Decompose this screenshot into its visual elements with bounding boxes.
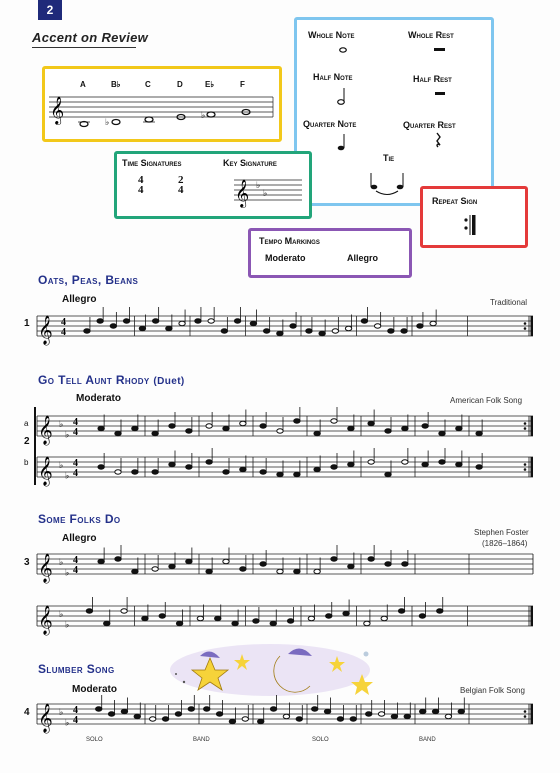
tempo-marking: Moderato xyxy=(76,393,121,404)
section-title-underline xyxy=(32,47,136,48)
duet-brace xyxy=(34,407,36,485)
repeat-sign-label: Repeat Sign xyxy=(432,196,478,206)
composer-credit: Stephen Foster xyxy=(474,528,529,537)
key-signature-label: Key Signature xyxy=(223,158,277,168)
line-number: 3 xyxy=(24,557,30,568)
half-rest-label: Half Rest xyxy=(413,74,452,84)
key-signature-staff xyxy=(234,174,304,208)
repeat-sign-box xyxy=(420,186,528,248)
svg-text:♭: ♭ xyxy=(65,567,70,578)
svg-text:4: 4 xyxy=(61,317,66,328)
section-title: Accent on Review xyxy=(32,30,149,45)
page-number: 2 xyxy=(38,0,62,20)
svg-text:𝄞: 𝄞 xyxy=(38,315,53,344)
svg-text:♭: ♭ xyxy=(65,619,70,630)
tempo-moderato: Moderato xyxy=(265,253,306,263)
svg-text:♭: ♭ xyxy=(65,429,70,440)
composer-credit: Traditional xyxy=(490,298,528,307)
note-letter-c: C xyxy=(145,80,151,89)
svg-text:♭: ♭ xyxy=(65,717,70,728)
time-signature-4-4: 4 4 xyxy=(138,174,144,196)
line-number: 2 xyxy=(24,436,30,447)
tempo-markings-box xyxy=(248,228,412,278)
song-title-some-folks-do: Some Folks Do xyxy=(38,512,121,526)
half-note-label: Half Note xyxy=(313,72,353,82)
note-types-box xyxy=(294,17,494,206)
tempo-marking: Allegro xyxy=(62,294,97,305)
composer-credit: Belgian Folk Song xyxy=(460,686,525,695)
svg-text:4: 4 xyxy=(73,705,78,716)
whole-rest-label: Whole Rest xyxy=(408,30,454,40)
svg-text:♭: ♭ xyxy=(59,419,64,429)
composer-dates: (1826–1864) xyxy=(482,539,528,548)
svg-text:4: 4 xyxy=(73,417,78,428)
note-letter-d: D xyxy=(177,80,183,89)
music-staff-duet-a xyxy=(37,406,533,450)
note-letter-e-flat: E♭ xyxy=(205,80,215,89)
notes-review-staff xyxy=(49,91,275,131)
solo-label: SOLO xyxy=(86,737,103,743)
band-label: BAND xyxy=(193,737,210,743)
svg-text:4: 4 xyxy=(73,715,78,726)
svg-text:♭: ♭ xyxy=(59,460,64,470)
svg-text:𝄞: 𝄞 xyxy=(38,553,53,582)
svg-text:4: 4 xyxy=(61,327,66,338)
svg-text:𝄞: 𝄞 xyxy=(38,456,53,485)
notes-review-box xyxy=(42,66,282,142)
time-signature-2-4: 2 4 xyxy=(178,174,184,196)
part-label-a: a xyxy=(24,419,29,428)
music-staff-line-3b xyxy=(37,596,533,640)
signatures-box xyxy=(114,151,312,219)
band-label: BAND xyxy=(419,737,436,743)
svg-text:𝄞: 𝄞 xyxy=(50,96,65,124)
note-type-symbols xyxy=(297,20,491,203)
composer-credit: American Folk Song xyxy=(450,396,523,405)
note-letter-b-flat: B♭ xyxy=(111,80,121,89)
tempo-markings-label: Tempo Markings xyxy=(259,236,320,246)
tempo-marking: Allegro xyxy=(62,533,97,544)
svg-text:𝄞: 𝄞 xyxy=(38,605,53,634)
song-title-slumber-song: Slumber Song xyxy=(38,662,115,676)
svg-text:♭: ♭ xyxy=(263,188,268,198)
svg-text:♭: ♭ xyxy=(59,557,64,567)
svg-text:♭: ♭ xyxy=(59,707,64,717)
svg-text:♭: ♭ xyxy=(105,117,110,127)
svg-text:♭: ♭ xyxy=(65,470,70,481)
moon-and-stars-illustration xyxy=(170,640,380,700)
svg-text:4: 4 xyxy=(73,458,78,469)
svg-text:𝄞: 𝄞 xyxy=(38,415,53,444)
music-staff-line-3a xyxy=(37,544,533,588)
svg-text:4: 4 xyxy=(73,565,78,576)
part-label-b: b xyxy=(24,458,29,467)
svg-text:4: 4 xyxy=(73,555,78,566)
tempo-allegro: Allegro xyxy=(347,253,379,263)
svg-text:4: 4 xyxy=(73,427,78,438)
whole-note-label: Whole Note xyxy=(308,30,355,40)
note-letter-f: F xyxy=(240,80,245,89)
svg-text:♭: ♭ xyxy=(256,180,261,190)
svg-text:𝄞: 𝄞 xyxy=(235,179,250,207)
line-number: 1 xyxy=(24,318,30,329)
music-staff-line-4 xyxy=(37,694,533,738)
song-title-oats-peas-beans: Oats, Peas, Beans xyxy=(38,273,139,287)
time-signatures-label: Time Signatures xyxy=(122,158,182,168)
tempo-marking: Moderato xyxy=(72,684,117,695)
svg-text:♭: ♭ xyxy=(59,609,64,619)
music-staff-duet-b xyxy=(37,447,533,491)
repeat-sign-icon xyxy=(463,213,483,237)
solo-label: SOLO xyxy=(312,737,329,743)
line-number: 4 xyxy=(24,707,30,718)
music-staff-line-1 xyxy=(37,306,533,350)
svg-text:𝄞: 𝄞 xyxy=(38,703,53,732)
svg-text:♭: ♭ xyxy=(201,110,206,120)
quarter-note-label: Quarter Note xyxy=(303,119,357,129)
quarter-rest-label: Quarter Rest xyxy=(403,120,456,130)
song-title-go-tell-aunt-rhody: Go Tell Aunt Rhody (Duet) xyxy=(38,373,185,387)
tie-label: Tie xyxy=(383,153,395,163)
note-letter-a: A xyxy=(80,80,86,89)
svg-text:4: 4 xyxy=(73,468,78,479)
